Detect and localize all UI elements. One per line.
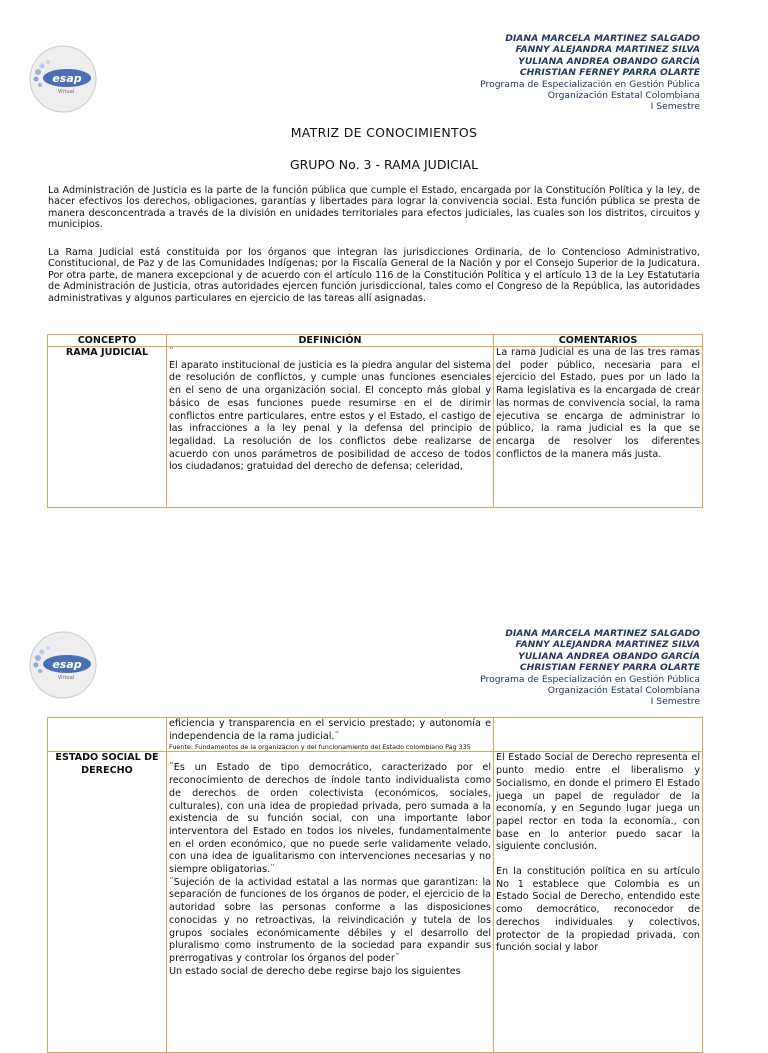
concept-cell: ESTADO SOCIAL DE DERECHO — [48, 752, 167, 1053]
svg-text:Virtual: Virtual — [57, 675, 75, 681]
definition-cell — [167, 752, 494, 1053]
definition-text: ¨Sujeción de la actividad estatal a las normas que garantizan: la separación de funciones de los órganos de poder, el ejercicio de la autoridad sobre las personas conforme a las disposiciones conocidas y no retroactivas, la reivindicación y tutela de los grupos sociales económicamente débiles y el desarrollo del pluralismo como instrumento de la sociedad para expandir sus prerrogativas y controlar los órganos del poder¨ — [169, 876, 491, 964]
program-name: Programa de Especialización en Gestión Pública — [480, 673, 700, 685]
concept-cell-empty — [48, 718, 167, 752]
intro-paragraph: La Administración de Justicia es la parte de la función pública que cumple el Estado, encargada por la Constitución Política y la ley, de hacer efectivos los derechos, obligaciones, garantías y libertades para lograr la convivencia social. Esta función pública se presta de manera desconcentrada a través de la división en unidades territoriales para efectos judiciales, las cuales son los distritos, circuitos y municipios. — [48, 185, 700, 231]
document-subtitle: GRUPO No. 3 - RAMA JUDICIAL — [289, 157, 479, 172]
quote-mark: ¨ — [169, 347, 174, 358]
column-header-comments: COMENTARIOS — [494, 335, 703, 347]
header-block — [480, 628, 700, 708]
comment-cell-empty — [494, 718, 703, 752]
intro-paragraph: La Rama Judicial está constituida por los órganos que integran las jurisdicciones Ordinaria, de lo Contencioso Administrativo, Constitucional, de Paz y de las Comunidades Indígenas; por la Fiscalía General de la Nación y por el Consejo Superior de la Judicatura. Por otra parte, de manera excepcional y de acuerdo con el artículo 116 de la Constitución Política y el artículo 13 de la Ley Estatutaria de Administración de Justicia, otras autoridades ejercen función jurisdiccional, tales como el Congreso de la República, las autoridades administrativas y algunos particulares en ejercicio de las tareas allí asignadas. — [48, 247, 700, 304]
comment-text: En la constitución política en su artículo No 1 establece que Colombia es un Estado Social de Derecho, entendido este como democrático, reconocedor de derechos individuales y colectivos, protector de la propiedad privada, con función social y labor — [496, 866, 700, 954]
program-name: Programa de Especialización en Gestión Pública — [480, 78, 700, 90]
table-row — [48, 718, 703, 752]
definition-text: El aparato institucional de justicia es la piedra angular del sistema de resolución de conflictos, y cumple unas funciones esenciales en el seno de una organización social. El concepto más global y básico de esas funciones puede resumirse en el de dirimir conflictos entre particulares, entre estos y el Estado, el castigo de las infracciones a la ley penal y la defensa del principio de legalidad. La resolución de los conflictos debe realizarse de acuerdo con unos parámetros de posibilidad de acceso de todos los ciudadanos; gratuidad del derecho de defensa; celeridad, — [169, 359, 491, 473]
esap-logo — [28, 630, 98, 700]
svg-text:Virtual: Virtual — [57, 89, 75, 95]
knowledge-matrix-table-continued — [47, 717, 703, 1053]
svg-text:esap: esap — [52, 658, 82, 671]
definition-cell — [167, 718, 494, 752]
comment-cell: La rama Judicial es una de las tres ramas del poder público, necesaria para el ejercicio del Estado, pues por un lado la Rama legislativa es la encargada de crear las normas de convivencia social, la rama ejecutiva se encarga de administrar lo público, la rama judicial es la que se encarga de resolver los diferentes conflictos de la manera más justa. — [494, 347, 703, 508]
author-name: DIANA MARCELA MARTINEZ SALGADO — [505, 33, 700, 44]
table-header-row — [48, 335, 703, 347]
author-name: FANNY ALEJANDRA MARTINEZ SILVA — [515, 44, 700, 56]
svg-text:esap: esap — [52, 72, 82, 85]
author-name: DIANA MARCELA MARTINEZ SALGADO — [505, 628, 700, 639]
knowledge-matrix-table — [47, 334, 703, 508]
definition-cell — [167, 347, 494, 508]
author-name: CHRISTIAN FERNEY PARRA OLARTE — [519, 662, 700, 674]
table-row — [48, 347, 703, 508]
course-name: Organización Estatal Colombiana — [547, 685, 700, 697]
author-name: YULIANA ANDREA OBANDO GARCÍA — [518, 650, 700, 662]
esap-logo — [28, 44, 98, 114]
semester-label: I Semestre — [650, 101, 700, 113]
semester-label: I Semestre — [650, 696, 700, 708]
definition-text: Un estado social de derecho debe regirse bajo los siguientes — [169, 965, 461, 977]
author-name: FANNY ALEJANDRA MARTINEZ SILVA — [515, 639, 700, 651]
concept-cell: RAMA JUDICIAL — [48, 347, 167, 508]
column-header-definition: DEFINICIÓN — [167, 335, 494, 347]
author-name: CHRISTIAN FERNEY PARRA OLARTE — [519, 67, 700, 79]
course-name: Organización Estatal Colombiana — [547, 90, 700, 102]
comment-cell — [494, 752, 703, 1053]
page-gap — [0, 540, 768, 590]
definition-text: ¨Es un Estado de tipo democrático, caracterizado por el reconocimiento de derechos de índole tanto individualista como de derechos de orden colectivista (económicos, sociales, culturales), con una idea de propiedad privada, pero sumada a la existencia de su función social, con una importante labor interventora del Estado en todos los niveles, fundamentalmente en el orden económico, que no puede serle validamente velado, con una idea de igualitarismo con intervenciones necesarias y no siempre obligatorias.¨ — [169, 762, 491, 876]
source-citation: Fuente: Fundamentos de la organizacion y del funcionamiento del Estado colombiano Pag 335 — [169, 743, 471, 752]
document-title: MATRIZ DE CONOCIMIENTOS — [290, 125, 478, 140]
comment-text: El Estado Social de Derecho representa el punto medio entre el liberalismo y Socialismo, en donde el primero El Estado juega un papel de regulador de la economía, y en Segundo lugar juega un papel rector en toda la economía., con base en lo anterior puedo sacar la siguiente conclusión. — [496, 752, 700, 853]
definition-text: eficiencia y transparencia en el servicio prestado; y autonomía e independencia de la rama judicial.¨ — [169, 718, 491, 742]
table-row — [48, 752, 703, 1053]
author-name: YULIANA ANDREA OBANDO GARCÍA — [518, 55, 700, 67]
column-header-concept: CONCEPTO — [48, 335, 167, 347]
header-block — [480, 33, 700, 113]
